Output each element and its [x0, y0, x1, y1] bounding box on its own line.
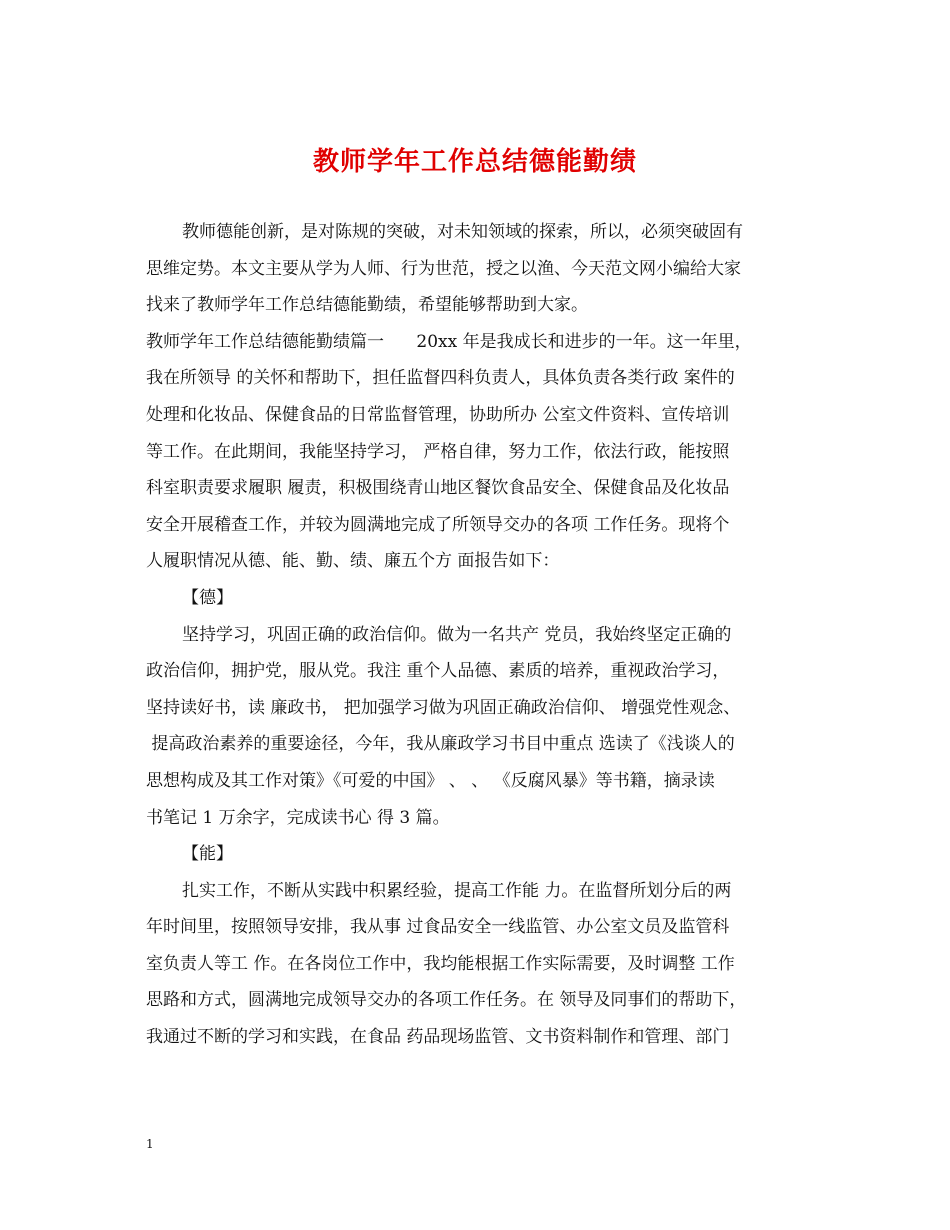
paragraph-line: 思想构成及其工作对策》《可爱的中国》 、 、 《反腐风暴》等书籍，摘录读 — [146, 770, 715, 791]
paragraph-line: 人履职情况从德、能、勤、绩、廉五个方 面报告如下： — [146, 551, 560, 572]
paragraph-line: 找来了教师学年工作总结德能勤绩，希望能够帮助到大家。 — [146, 295, 588, 316]
paragraph-line: 政治信仰，拥护党，服从党。我注 重个人品德、素质的培养，重视政治学习， — [146, 661, 730, 682]
paragraph-line: 年时间里，按照领导安排，我从事 过食品安全一线监管、办公室文员及监管科 — [146, 917, 730, 938]
paragraph-line: 扎实工作，不断从实践中积累经验，提高工作能 力。在监督所划分后的两 — [182, 880, 732, 901]
paragraph-line: 【能】 — [182, 844, 233, 865]
paragraph-line: 坚持学习，巩固正确的政治信仰。做为一名共产 党员，我始终坚定正确的 — [182, 624, 732, 645]
paragraph-line: 提高政治素养的重要途径，今年，我从廉政学习书目中重点 选读了《浅谈人的 — [146, 734, 735, 755]
paragraph-line: 思维定势。本文主要从学为人师、行为世范，授之以渔、今天范文网小编给大家 — [146, 258, 741, 279]
paragraph-line: 思路和方式，圆满地完成领导交办的各项工作任务。在 领导及同事们的帮助下， — [146, 990, 747, 1011]
paragraph-line: 科室职责要求履职 履责，积极围绕青山地区餐饮食品安全、保健食品及化妆品 — [146, 478, 730, 499]
page-number: 1 — [146, 1137, 154, 1151]
paragraph-line: 我通过不断的学习和实践，在食品 药品现场监管、文书资料制作和管理、部门 — [146, 1027, 730, 1048]
paragraph-line: 书笔记 1 万余字，完成读书心 得 3 篇。 — [146, 807, 450, 828]
paragraph-line: 我在所领导 的关怀和帮助下，担任监督四科负责人，具体负责各类行政 案件的 — [146, 368, 735, 389]
document-title: 教师学年工作总结德能勤绩 — [312, 147, 637, 177]
paragraph-line: 【德】 — [182, 587, 233, 608]
paragraph-line: 坚持读好书，读 廉政书， 把加强学习做为巩固正确政治信仰、 增强党性观念、 — [146, 697, 741, 718]
document-body — [146, 214, 806, 1056]
paragraph-line: 教师学年工作总结德能勤绩篇一 20xx 年是我成长和进步的一年。这一年里， — [146, 331, 752, 352]
paragraph-line: 教师德能创新，是对陈规的突破，对未知领域的探索，所以，必须突破固有 — [182, 222, 743, 242]
paragraph-line: 处理和化妆品、保健食品的日常监督管理，协助所办 公室文件资料、宣传培训 — [146, 404, 730, 425]
paragraph-line: 安全开展稽查工作，并较为圆满地完成了所领导交办的各项 工作任务。现将个 — [146, 514, 730, 535]
paragraph-line: 室负责人等工 作。在各岗位工作中，我均能根据工作实际需要，及时调整 工作 — [146, 953, 735, 974]
paragraph-line: 等工作。在此期间，我能坚持学习， 严格自律，努力工作，依法行政，能按照 — [146, 441, 730, 462]
